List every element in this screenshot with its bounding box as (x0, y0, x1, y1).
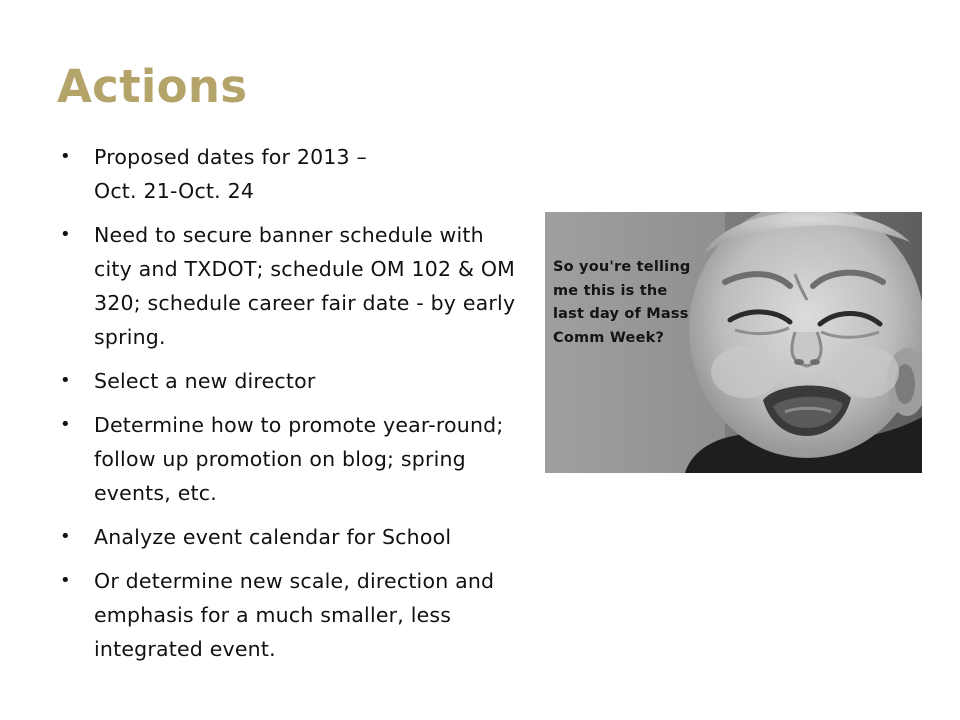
bullet-list (60, 140, 520, 676)
bullet-icon: • (60, 370, 71, 391)
bullet-item-proposed-dates (60, 140, 520, 208)
photo-caption: So you're telling me this is the last day of Mass Comm Week? (553, 259, 691, 346)
bullet-text: Or determine new scale, direction and emphasis for a much smaller, less integrated event. (94, 569, 495, 661)
bullet-text: Determine how to promote year-round; follow up promotion on blog; spring events, etc. (94, 413, 504, 505)
bullet-text: Select a new director (94, 369, 316, 393)
crying-baby-photo (545, 212, 922, 473)
bullet-icon: • (60, 414, 71, 435)
bullet-icon: • (60, 224, 71, 245)
bullet-icon: • (60, 146, 71, 167)
bullet-item-promote (60, 408, 520, 510)
bullet-item-banner-schedule (60, 218, 520, 354)
slide-title: Actions (57, 60, 248, 113)
bullet-item-scale (60, 564, 520, 666)
bullet-item-director (60, 364, 520, 398)
bullet-item-calendar (60, 520, 520, 554)
bullet-text: Proposed dates for 2013 – Oct. 21-Oct. 24 (94, 145, 367, 203)
bullet-icon: • (60, 526, 71, 547)
bullet-text: Analyze event calendar for School (94, 525, 452, 549)
bullet-text: Need to secure banner schedule with city and TXDOT; schedule OM 102 & OM 320; schedule career fair date - by early spring. (94, 223, 516, 349)
bullet-icon: • (60, 570, 71, 591)
